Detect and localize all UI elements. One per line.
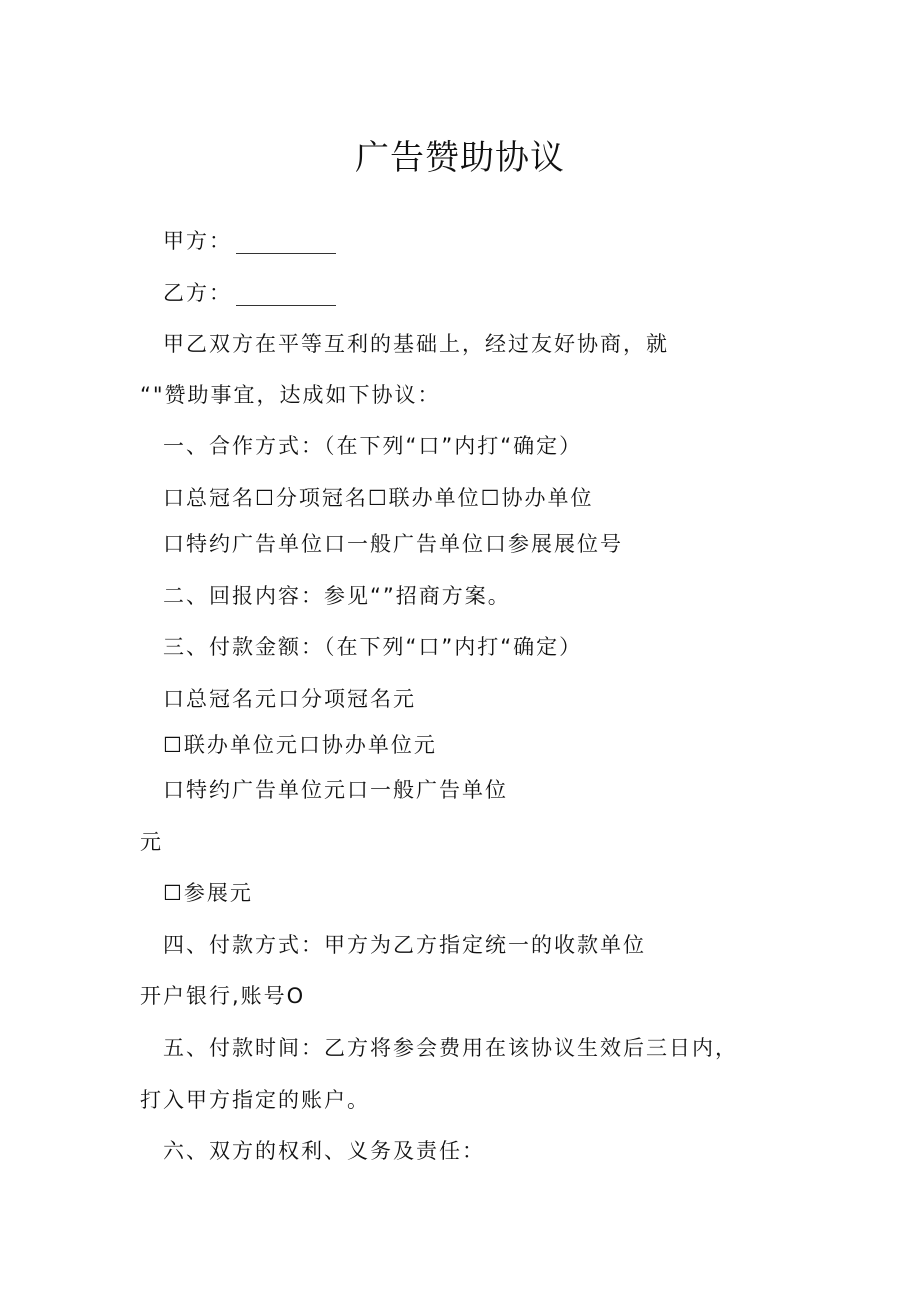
paragraph-line: 口特约广告单位元口一般广告单位 — [163, 778, 508, 802]
paragraph-line: 五、付款时间：乙方将参会费用在该协议生效后三日内， — [163, 1036, 738, 1060]
paragraph-line: ☐联办单位元口协办单位元 — [163, 733, 437, 757]
paragraph-line: 口总冠名元口分项冠名元 — [163, 687, 416, 711]
paragraph-line: 甲乙双方在平等互利的基础上，经过友好协商，就 — [163, 332, 669, 356]
paragraph-line: 一、合作方式：（在下列“口”内打“确定） — [163, 434, 583, 458]
document-title: 广告赞助协议 — [355, 138, 565, 178]
party-a-line — [163, 226, 336, 256]
paragraph-line: 口总冠名☐分项冠名☐联办单位☐协办单位 — [163, 486, 594, 510]
paragraph-line: 二、回报内容：参见“”招商方案。 — [163, 584, 511, 608]
paragraph-line: 四、付款方式：甲方为乙方指定统一的收款单位 — [163, 933, 646, 957]
paragraph-line: “"赞助事宜，达成如下协议： — [140, 383, 441, 407]
paragraph-line: 开户银行,账号O — [140, 984, 306, 1008]
party-b-line — [163, 278, 336, 308]
paragraph-line: 三、付款金额：（在下列“口”内打“确定） — [163, 635, 583, 659]
paragraph-line: 打入甲方指定的账户。 — [140, 1088, 370, 1112]
party-a-blank — [236, 233, 336, 254]
paragraph-line: 六、双方的权利、义务及责任： — [163, 1139, 485, 1163]
party-a-label: 甲方： — [163, 229, 232, 253]
party-b-label: 乙方： — [163, 281, 232, 305]
paragraph-line: 元 — [140, 830, 163, 854]
party-b-blank — [236, 285, 336, 306]
paragraph-line: ☐参展元 — [163, 881, 253, 905]
paragraph-line: 口特约广告单位口一般广告单位口参展展位号 — [163, 532, 623, 556]
